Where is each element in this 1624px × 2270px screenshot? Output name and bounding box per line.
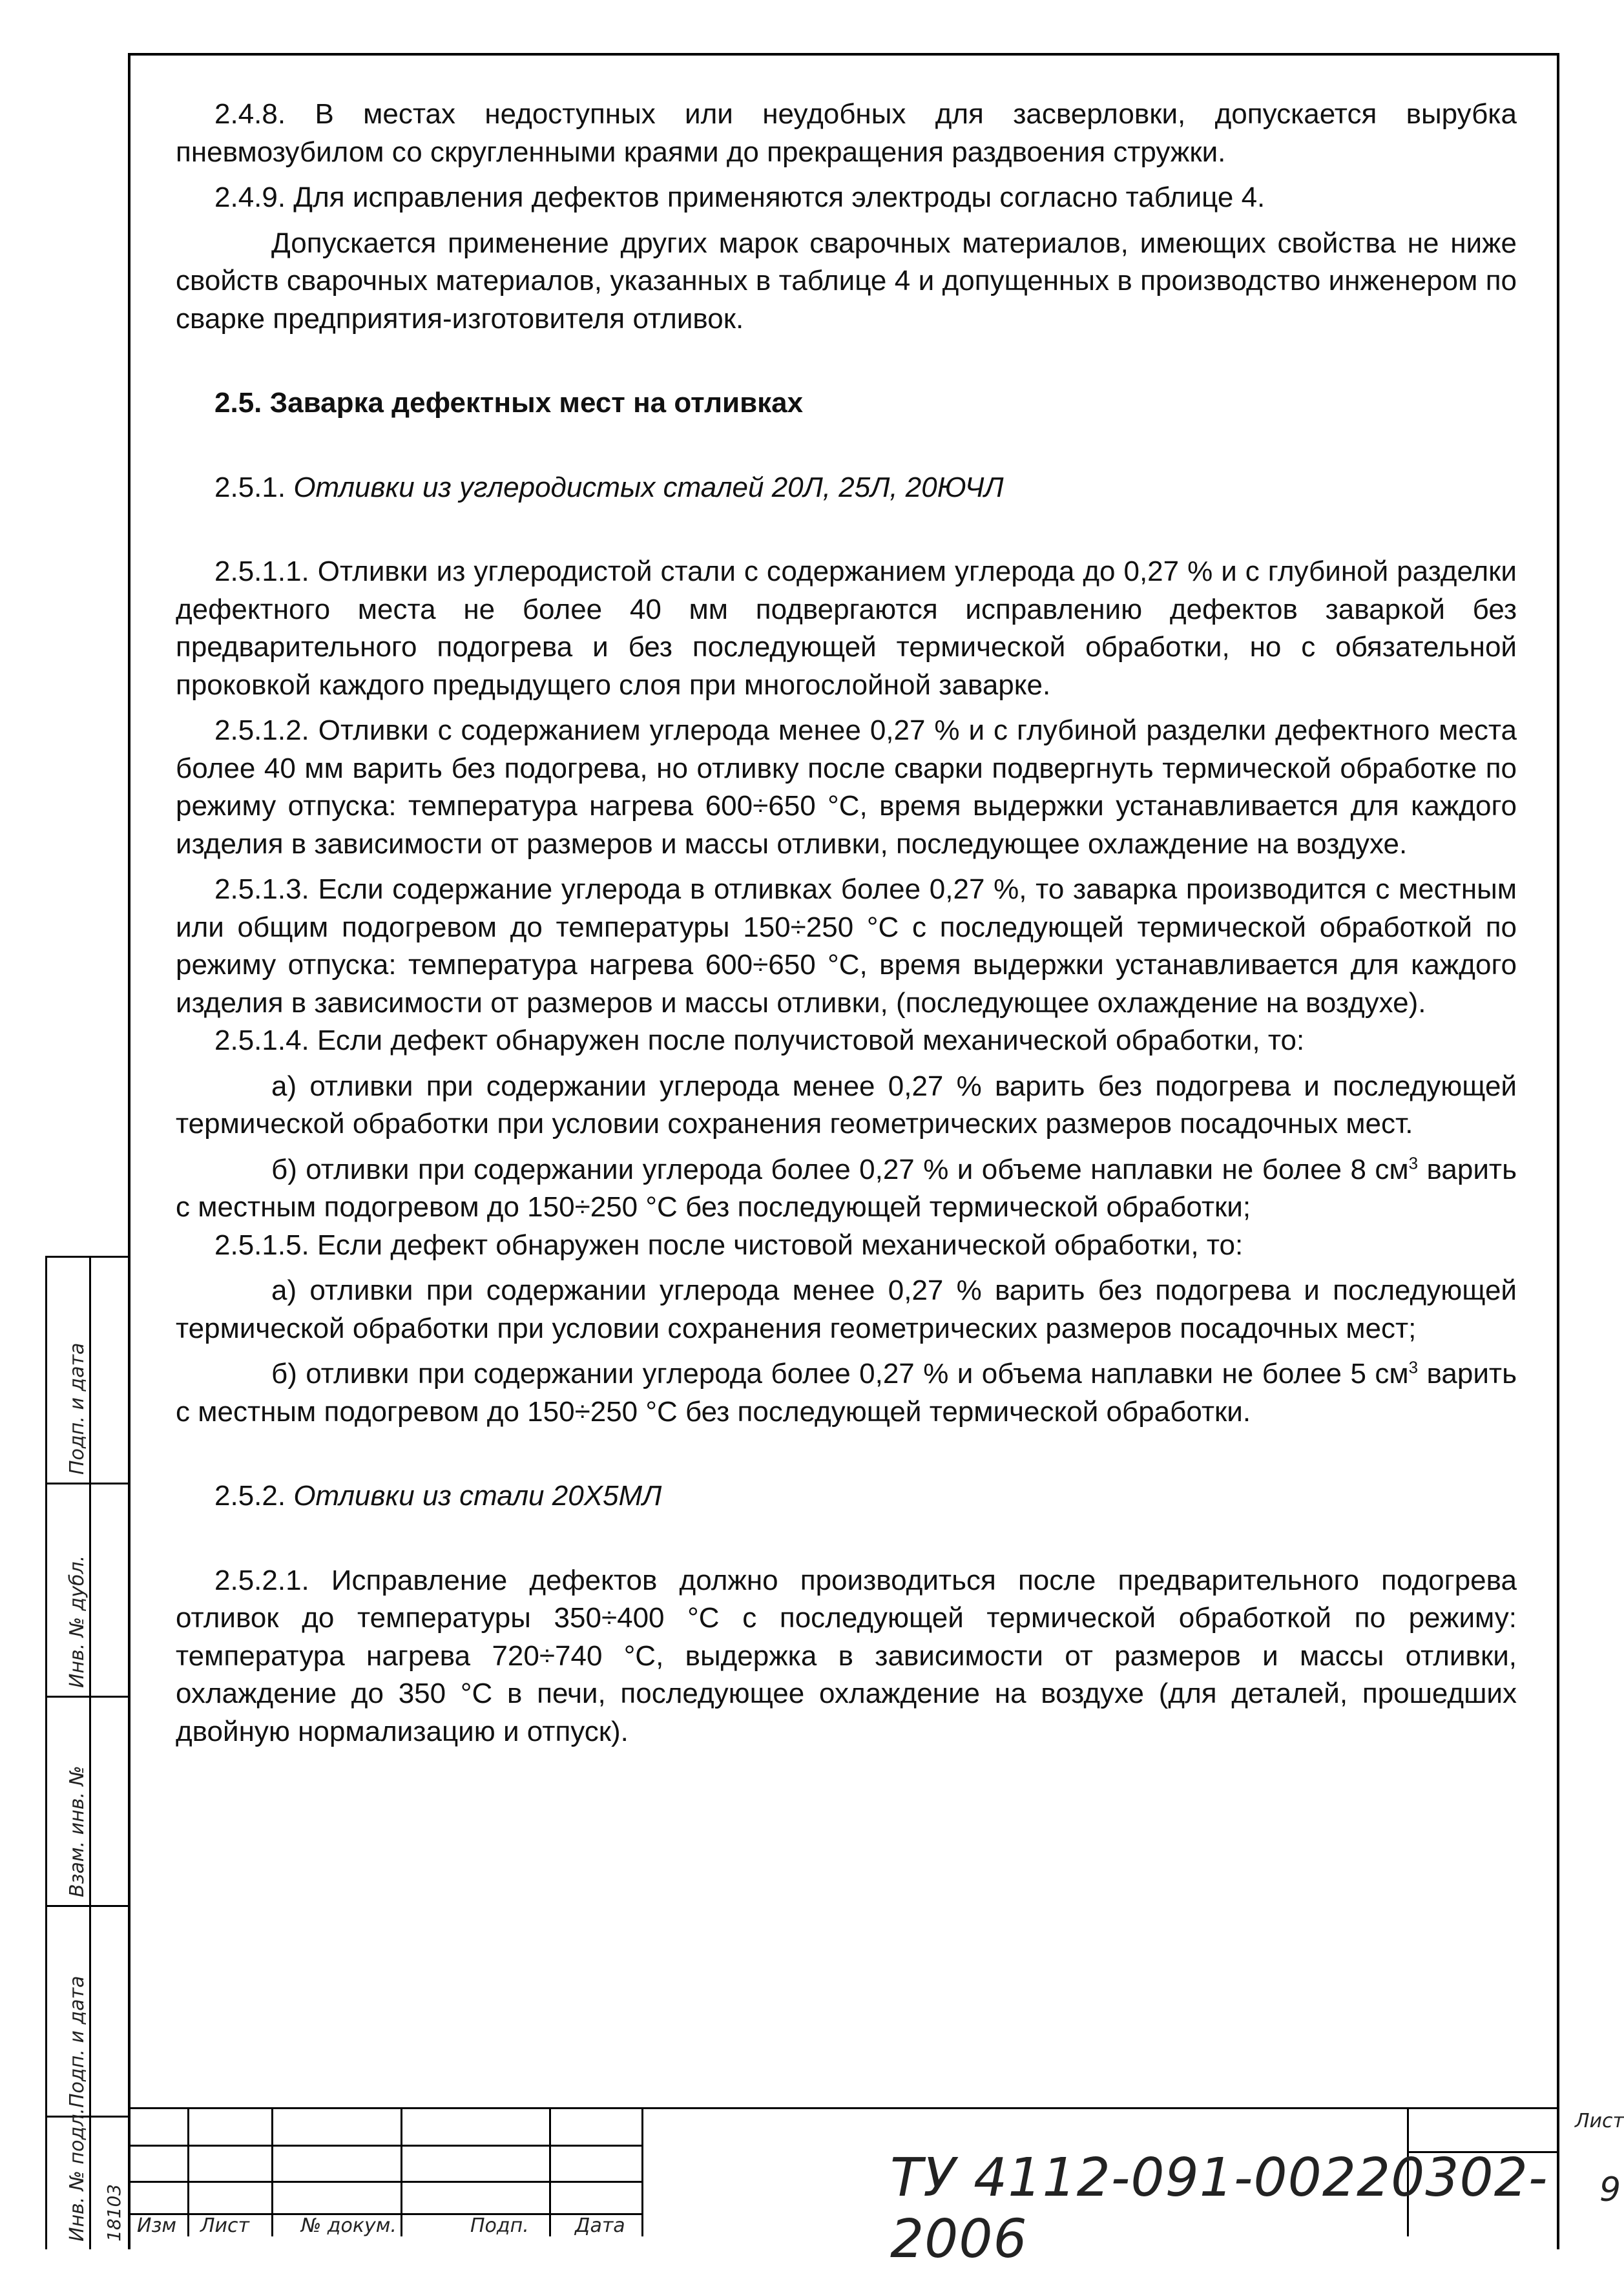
side-stamp-podp-data-2: Подп. и дата bbox=[45, 1907, 128, 2118]
paragraph-allowed-materials: Допускается применение других марок сварочных материалов, имеющих свойства не ниже свойств сварочных материалов, указанных в таблице 4 и допущенных в производство инженером по сварке предприятия-изготовителя отливок. bbox=[176, 227, 1517, 335]
title-col-data: Дата bbox=[575, 2214, 625, 2237]
paragraph-2-5-1-5-b: б) отливки при содержании углерода более 0,27 % и объема наплавки не более 5 $см^3$ варить с местным подогревом до 150÷250 °С без последующей термической обработки. bbox=[176, 1357, 1517, 1428]
subsection-heading-2-5-1: 2.5.1. Отливки из углеродистых сталей 20Л, 25Л, 20ЮЧЛ bbox=[214, 471, 1004, 503]
paragraph-2-5-1-1: 2.5.1.1. Отливки из углеродистой стали с содержанием углерода до 0,27 % и с глубиной разделки дефектного места не более 40 мм подвергаются исправлению дефектов заваркой без предварительного подогрева и без последующей термической обработки, но с обязательной проковкой каждого предыдущего слоя при многослойной заварке. bbox=[176, 556, 1517, 701]
side-stamp-inv-dubl: Инв. № дубл. bbox=[45, 1484, 128, 1698]
sheet-label: Лист bbox=[1575, 2110, 1624, 2132]
title-col-podp: Подп. bbox=[470, 2214, 529, 2237]
sheet-number: 9 bbox=[1599, 2171, 1621, 2209]
title-col-doc: № докум. bbox=[301, 2214, 397, 2237]
section-heading-2-5: 2.5. Заварка дефектных мест на отливках bbox=[214, 387, 804, 419]
subsection-heading-2-5-2: 2.5.2. Отливки из стали 20Х5МЛ bbox=[214, 1480, 662, 1512]
paragraph-2-5-1-4: 2.5.1.4. Если дефект обнаружен после получистовой механической обработки, то: bbox=[214, 1025, 1305, 1056]
paragraph-2-5-1-3: 2.5.1.3. Если содержание углерода в отливках более 0,27 %, то заварка производится с местным или общим подогревом до температуры 150÷250 °С с последующей термической обработкой по режиму отпуска: температура нагрева 600÷650 °С, время выдержки устанавливается для каждого изделия в зависимости от размеров и массы отливки, (последующее охлаждение на воздухе). bbox=[176, 873, 1517, 1019]
side-stamp-vzam-inv: Взам. инв. № bbox=[45, 1698, 128, 1907]
paragraph-2-5-1-5-a: а) отливки при содержании углерода менее 0,27 % варить без подогрева и последующей термической обработки при условии сохранения геометрических размеров посадочных мест; bbox=[176, 1275, 1517, 1344]
paragraph-2-4-8: 2.4.8. В местах недоступных или неудобных для засверловки, допускается вырубка пневмозубилом со скругленными краями до прекращения раздвоения стружки. bbox=[176, 98, 1517, 168]
document-code: ТУ 4112-091-00220302-2006 bbox=[890, 2147, 1548, 2270]
inv-podl-value: 18103 bbox=[103, 2183, 125, 2242]
title-col-izm: Изм bbox=[137, 2214, 177, 2237]
paragraph-2-5-1-4-b: б) отливки при содержании углерода более 0,27 % и объеме наплавки не более 8 $см^3$ варить с местным подогревом до 150÷250 °С без последующей термической обработки; bbox=[176, 1152, 1517, 1223]
side-stamp-podp-data-1: Подп. и дата bbox=[45, 1256, 128, 1484]
paragraph-2-5-1-2: 2.5.1.2. Отливки с содержанием углерода менее 0,27 % и с глубиной разделки дефектного места более 40 мм варить без подогрева, но отливку после сварки подвергнуть термической обработке по режиму отпуска: температура нагрева 600÷650 °С, время выдержки устанавливается для каждого изделия в зависимости от размеров и массы отливки, последующее охлаждение на воздухе. bbox=[176, 714, 1517, 860]
title-block bbox=[128, 2107, 1624, 2270]
paragraph-2-5-2-1: 2.5.2.1. Исправление дефектов должно производиться после предварительного подогрева отливок до температуры 350÷400 °С с последующей термической обработкой по режиму: температура нагрева 720÷740 °С, выдержка в зависимости от размеров и массы отливки, охлаждение до 350 °С в печи, последующее охлаждение на воздухе (для деталей, прошедших двойную нормализацию и отпуск). bbox=[176, 1564, 1517, 1747]
document-body bbox=[176, 96, 1517, 1751]
paragraph-2-5-1-4-a: а) отливки при содержании углерода менее 0,27 % варить без подогрева и последующей термической обработки при условии сохранения геометрических размеров посадочных мест. bbox=[176, 1070, 1517, 1140]
side-stamp-inv-podl: Инв. № подл. 18103 bbox=[45, 2118, 128, 2249]
paragraph-2-5-1-5: 2.5.1.5. Если дефект обнаружен после чистовой механической обработки, то: bbox=[214, 1229, 1244, 1261]
title-col-list: Лист bbox=[200, 2214, 250, 2237]
paragraph-2-4-9: 2.4.9. Для исправления дефектов применяются электроды согласно таблице 4. bbox=[214, 182, 1265, 213]
